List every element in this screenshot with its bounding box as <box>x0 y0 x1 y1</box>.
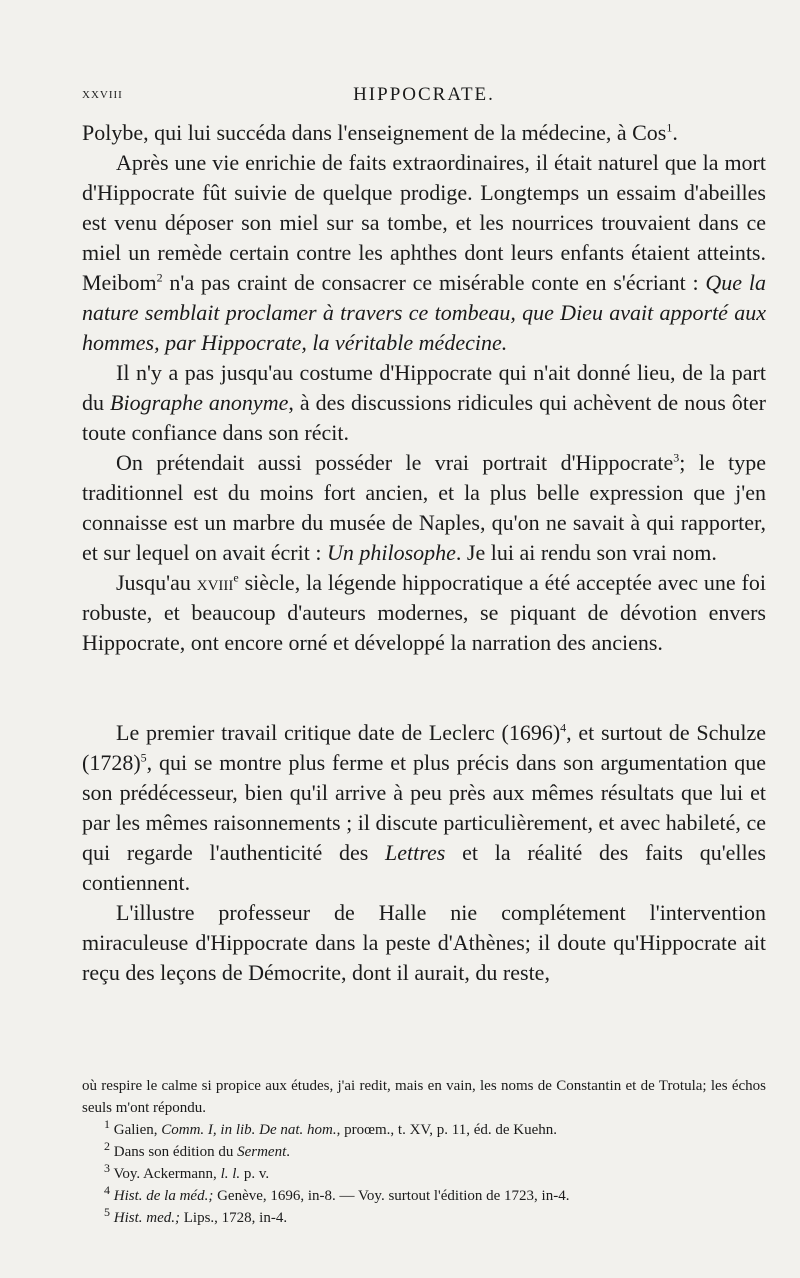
footnote-1 <box>82 1119 766 1141</box>
footnote-ref-3: 3 <box>673 450 680 465</box>
paragraph-7 <box>82 898 766 988</box>
footnote-5 <box>82 1207 766 1229</box>
text-run: , proœm., t. XV, p. 11, éd. de Kuehn. <box>336 1122 558 1138</box>
paragraph-4 <box>82 448 766 568</box>
paragraph-5 <box>82 568 766 658</box>
footnote-4 <box>82 1185 766 1207</box>
meibom-quote: Que la nature semblait proclamer à travers ce tombeau, que Dieu avait apporté aux hommes, par Hippocrate, la véritable médecine. <box>82 270 766 355</box>
text-run: et la réalité des faits qu'elles contiennent. <box>82 840 766 895</box>
text-run: L'illustre professeur de Halle nie complétement l'intervention miraculeuse d'Hippocrate dans la peste d'Athènes; il doute qu'Hippocrate ait reçu des leçons de Démocrite, dont il aurait, du reste, <box>82 900 766 985</box>
text-run: On prétendait aussi posséder le vrai portrait d'Hippocrate <box>116 450 674 475</box>
text-run: . <box>672 120 678 145</box>
text-run: p. v. <box>240 1166 270 1182</box>
text-run: Voy. Ackermann, <box>113 1166 221 1182</box>
footnote-mark: 3 <box>104 1161 110 1175</box>
paragraph-1 <box>82 118 766 148</box>
footnote-ref-1: 1 <box>666 120 673 135</box>
body-text <box>82 118 766 988</box>
text-run: , et surtout de Schulze (1728) <box>82 720 766 775</box>
paragraph-2 <box>82 148 766 358</box>
century-numeral: xviii <box>196 570 234 595</box>
text-run: ; le type traditionnel est du moins fort ancien, et la plus belle expression que j'en connaisse est un marbre du musée de Naples, qu'on ne savait à qui rapporter, et sur lequel on avait écrit : <box>82 450 766 565</box>
text-run: , à des discussions ridicules qui achèvent de nous ôter toute confiance dans son récit. <box>82 390 766 445</box>
running-title: HIPPOCRATE. <box>353 84 495 105</box>
footnote-mark: 1 <box>104 1117 110 1131</box>
text-run: Après une vie enrichie de faits extraordinaires, il était naturel que la mort d'Hippocrate fût suivie de quelque prodige. Longtemps un essaim d'abeilles est venu déposer son miel sur sa tombe, et les nourrices trouvaient dans ce miel un remède certain contre les aphthes dont leurs enfants étaient atteints. Meibom <box>82 150 766 295</box>
page-header <box>82 84 766 110</box>
section-break <box>82 658 766 718</box>
text-run: Il n'y a pas jusqu'au costume d'Hippocrate qui n'ait donné lieu, de la part du <box>82 360 766 415</box>
text-run: Genève, 1696, in-8. — Voy. surtout l'édition de 1723, in-4. <box>213 1188 570 1204</box>
italic-title: Serment <box>237 1144 287 1160</box>
text-run: Jusqu'au <box>116 570 197 595</box>
footnotes <box>82 1075 766 1229</box>
italic-title: Biographe anonyme <box>110 390 289 415</box>
text-run: Polybe, qui lui succéda dans l'enseignement de la médecine, à Cos <box>82 120 667 145</box>
footnote-mark: 4 <box>104 1183 110 1197</box>
paragraph-6 <box>82 718 766 898</box>
footnote-3 <box>82 1163 766 1185</box>
footnote-2 <box>82 1141 766 1163</box>
text-run: . <box>286 1144 290 1160</box>
footnote-ref-2: 2 <box>156 270 163 285</box>
text-run: , qui se montre plus ferme et plus précis dans son argumentation que son prédécesseur, bien qu'il arrive à peu près aux mêmes résultats que lui et par les mêmes raisonnements ; il discute particulièrement, et avec habileté, ce qui regarde l'authenticité des <box>82 750 766 865</box>
footnote-mark: 5 <box>104 1205 110 1219</box>
text-run: siècle, la légende hippocratique a été acceptée avec une foi robuste, et beaucoup d'auteurs modernes, se piquant de dévotion envers Hippocrate, ont encore orné et développé la narration des anciens. <box>82 570 766 655</box>
italic-title: l. l. <box>220 1166 241 1182</box>
text-run: n'a pas craint de consacrer ce misérable conte en s'écriant : <box>162 270 706 295</box>
footnote-ref-4: 4 <box>560 720 567 735</box>
italic-title: Comm. I, in lib. De nat. hom. <box>161 1122 337 1138</box>
text-run: Le premier travail critique date de Leclerc (1696) <box>116 720 561 745</box>
italic-title: Hist. med.; <box>113 1210 180 1226</box>
paragraph-3 <box>82 358 766 448</box>
italic-title: Hist. de la méd.; <box>113 1188 214 1204</box>
footnote-continuation: où respire le calme si propice aux études, j'ai redit, mais en vain, les noms de Constantin et de Trotula; les échos seuls m'ont répondu. <box>82 1078 766 1116</box>
text-run: Dans son édition du <box>113 1144 238 1160</box>
italic-title: Lettres <box>385 840 446 865</box>
text-run: . Je lui ai rendu son vrai nom. <box>455 540 717 565</box>
footnote-ref-5: 5 <box>140 750 147 765</box>
text-run: Galien, <box>113 1122 162 1138</box>
inscription: Un philosophe <box>326 540 456 565</box>
page-number: xxviii <box>82 86 123 102</box>
century-suffix: e <box>233 570 239 585</box>
text-run: Lips., 1728, in-4. <box>180 1210 288 1226</box>
footnote-mark: 2 <box>104 1139 110 1153</box>
